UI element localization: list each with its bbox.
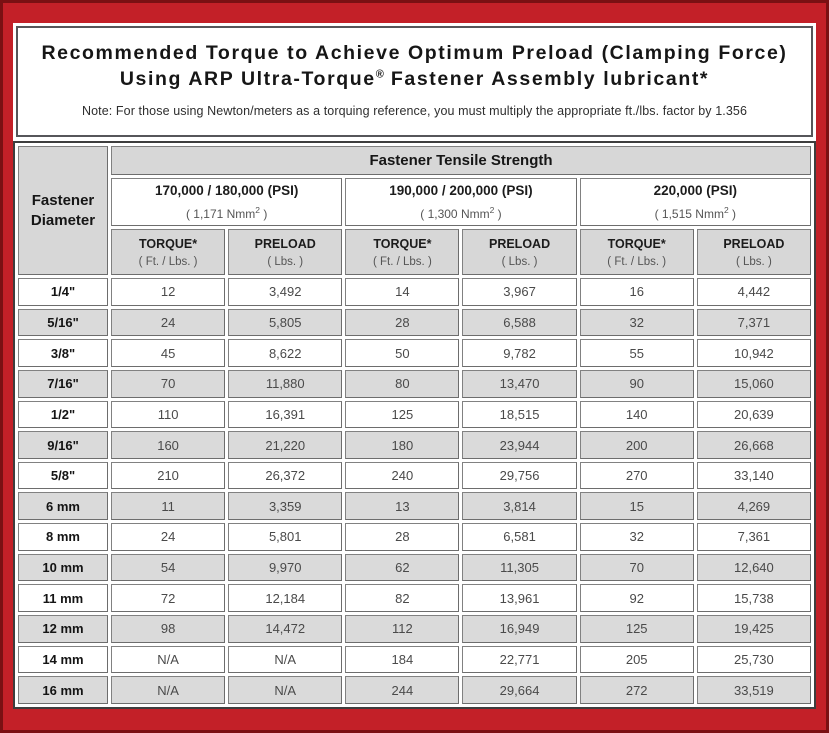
table-cell: 125 <box>345 401 459 429</box>
note-text: Note: For those using Newton/meters as a torquing reference, you must multiply the appropriate ft./lbs. factor by 1.356 <box>81 104 747 119</box>
table-cell: 9,970 <box>228 554 342 582</box>
table-cell: 50 <box>345 339 459 367</box>
table-cell: 205 <box>580 646 694 674</box>
table-row <box>18 646 811 674</box>
nmm-subheader-2: ( 1,300 Nmm$^2$ ) <box>420 205 502 221</box>
table-cell: 4,442 <box>697 278 811 306</box>
table-row <box>18 401 811 429</box>
table-cell: 22,771 <box>462 646 576 674</box>
table-cell: 270 <box>580 462 694 490</box>
table-cell: 19,425 <box>697 615 811 643</box>
table-cell: 13,470 <box>462 370 576 398</box>
torque-column-header-3: TORQUE* ( Ft. / Lbs. ) <box>580 229 694 275</box>
table-cell: 32 <box>580 523 694 551</box>
row-label: 6 mm <box>18 492 108 520</box>
torque-unit-1: ( Ft. / Lbs. ) <box>138 255 198 268</box>
table-cell: 140 <box>580 401 694 429</box>
table-cell: 125 <box>580 615 694 643</box>
table-row <box>18 676 811 704</box>
psi-label-1: 170,000 / 180,000 (PSI) <box>154 183 299 198</box>
torque-column-header-2: TORQUE* ( Ft. / Lbs. ) <box>345 229 459 275</box>
table-cell: 16 <box>580 278 694 306</box>
table-cell: 240 <box>345 462 459 490</box>
row-label: 5/16" <box>18 309 108 337</box>
tensile-header-row <box>18 146 811 175</box>
table-cell: 272 <box>580 676 694 704</box>
table-cell: 21,220 <box>228 431 342 459</box>
psi-group-header-3 <box>580 178 811 226</box>
table-cell: 12 <box>111 278 225 306</box>
table-cell: 110 <box>111 401 225 429</box>
table-cell: 9,782 <box>462 339 576 367</box>
psi-group-header-2 <box>345 178 576 226</box>
row-label: 1/2" <box>18 401 108 429</box>
table-cell: N/A <box>228 646 342 674</box>
table-row <box>18 278 811 306</box>
row-label: 7/16" <box>18 370 108 398</box>
table-cell: 6,588 <box>462 309 576 337</box>
table-cell: 18,515 <box>462 401 576 429</box>
table-cell: 92 <box>580 584 694 612</box>
table-cell: 160 <box>111 431 225 459</box>
table-cell: 244 <box>345 676 459 704</box>
table-row <box>18 615 811 643</box>
table-cell: 45 <box>111 339 225 367</box>
table-cell: 80 <box>345 370 459 398</box>
content-panel <box>13 23 816 709</box>
psi-label-2: 190,000 / 200,000 (PSI) <box>389 183 533 198</box>
table-cell: 55 <box>580 339 694 367</box>
table-cell: 98 <box>111 615 225 643</box>
torque-unit-3: ( Ft. / Lbs. ) <box>607 255 667 268</box>
table-row <box>18 462 811 490</box>
table-cell: 3,492 <box>228 278 342 306</box>
table-cell: 33,140 <box>697 462 811 490</box>
preload-column-header-2: PRELOAD ( Lbs. ) <box>462 229 576 275</box>
row-label: 11 mm <box>18 584 108 612</box>
table-cell: 28 <box>345 309 459 337</box>
preload-unit-1: ( Lbs. ) <box>267 255 304 268</box>
table-cell: 15,060 <box>697 370 811 398</box>
registered-mark: ® <box>375 68 384 81</box>
torque-unit-2: ( Ft. / Lbs. ) <box>372 255 432 268</box>
preload-unit-2: ( Lbs. ) <box>501 255 538 268</box>
table-row <box>18 339 811 367</box>
preload-column-header-1: PRELOAD ( Lbs. ) <box>228 229 342 275</box>
title-line-2-tail: Fastener Assembly lubricant* <box>383 67 710 90</box>
table-cell: 16,949 <box>462 615 576 643</box>
table-cell: 12,640 <box>697 554 811 582</box>
table-cell: 33,519 <box>697 676 811 704</box>
table-row <box>18 523 811 551</box>
column-header-row <box>18 229 811 275</box>
torque-column-header-1: TORQUE* ( Ft. / Lbs. ) <box>111 229 225 275</box>
table-cell: N/A <box>228 676 342 704</box>
tensile-strength-header: Fastener Tensile Strength <box>111 146 811 175</box>
table-cell: 112 <box>345 615 459 643</box>
table-cell: 7,361 <box>697 523 811 551</box>
title-line-2-text: Using ARP Ultra-Torque <box>119 67 376 90</box>
table-cell: 29,756 <box>462 462 576 490</box>
table-cell: 12,184 <box>228 584 342 612</box>
table-cell: 26,668 <box>697 431 811 459</box>
table-cell: 15,738 <box>697 584 811 612</box>
row-label: 14 mm <box>18 646 108 674</box>
table-cell: 11,305 <box>462 554 576 582</box>
table-cell: 10,942 <box>697 339 811 367</box>
row-label: 8 mm <box>18 523 108 551</box>
table-cell: N/A <box>111 676 225 704</box>
table-cell: 72 <box>111 584 225 612</box>
table-cell: 82 <box>345 584 459 612</box>
table-cell: 180 <box>345 431 459 459</box>
table-cell: 7,371 <box>697 309 811 337</box>
preload-unit-3: ( Lbs. ) <box>735 255 772 268</box>
table-cell: 5,805 <box>228 309 342 337</box>
table-cell: 13 <box>345 492 459 520</box>
row-label: 9/16" <box>18 431 108 459</box>
nmm-subheader-1: ( 1,171 Nmm$^2$ ) <box>185 205 268 221</box>
table-cell: 14,472 <box>228 615 342 643</box>
table-cell: 8,622 <box>228 339 342 367</box>
table-cell: 90 <box>580 370 694 398</box>
table-cell: 3,967 <box>462 278 576 306</box>
row-label: 16 mm <box>18 676 108 704</box>
table-cell: 11 <box>111 492 225 520</box>
table-cell: 16,391 <box>228 401 342 429</box>
row-label: 10 mm <box>18 554 108 582</box>
table-cell: 29,664 <box>462 676 576 704</box>
table-cell: 25,730 <box>697 646 811 674</box>
title-line-2 <box>18 67 811 93</box>
table-cell: 14 <box>345 278 459 306</box>
table-cell: 26,372 <box>228 462 342 490</box>
torque-table <box>13 141 816 709</box>
preload-column-header-3: PRELOAD ( Lbs. ) <box>697 229 811 275</box>
table-cell: 200 <box>580 431 694 459</box>
table-cell: 32 <box>580 309 694 337</box>
row-label: 12 mm <box>18 615 108 643</box>
table-cell: 54 <box>111 554 225 582</box>
table-cell: 28 <box>345 523 459 551</box>
psi-group-header-1 <box>111 178 342 226</box>
table-row <box>18 554 811 582</box>
table-row <box>18 431 811 459</box>
table-cell: N/A <box>111 646 225 674</box>
table-cell: 62 <box>345 554 459 582</box>
table-cell: 3,359 <box>228 492 342 520</box>
table-cell: 24 <box>111 523 225 551</box>
title-line-1: Recommended Torque to Achieve Optimum Preload (Clamping Force) <box>41 42 788 64</box>
table-cell: 3,814 <box>462 492 576 520</box>
table-cell: 70 <box>111 370 225 398</box>
row-label: 1/4" <box>18 278 108 306</box>
table-row <box>18 370 811 398</box>
table-cell: 5,801 <box>228 523 342 551</box>
table-cell: 13,961 <box>462 584 576 612</box>
row-label: 5/8" <box>18 462 108 490</box>
table-cell: 11,880 <box>228 370 342 398</box>
psi-label-3: 220,000 (PSI) <box>653 183 737 198</box>
table-cell: 20,639 <box>697 401 811 429</box>
table-cell: 210 <box>111 462 225 490</box>
nmm-subheader-3: ( 1,515 Nmm$^2$ ) <box>654 205 737 221</box>
row-label: 3/8" <box>18 339 108 367</box>
table-row <box>18 492 811 520</box>
title-box <box>16 26 813 137</box>
table-cell: 6,581 <box>462 523 576 551</box>
table-cell: 15 <box>580 492 694 520</box>
table-cell: 184 <box>345 646 459 674</box>
table-cell: 4,269 <box>697 492 811 520</box>
table-cell: 24 <box>111 309 225 337</box>
table-cell: 70 <box>580 554 694 582</box>
fastener-diameter-header: Fastener Diameter <box>18 146 108 275</box>
psi-header-row <box>18 178 811 226</box>
table-row <box>18 309 811 337</box>
table-cell: 23,944 <box>462 431 576 459</box>
table-row <box>18 584 811 612</box>
